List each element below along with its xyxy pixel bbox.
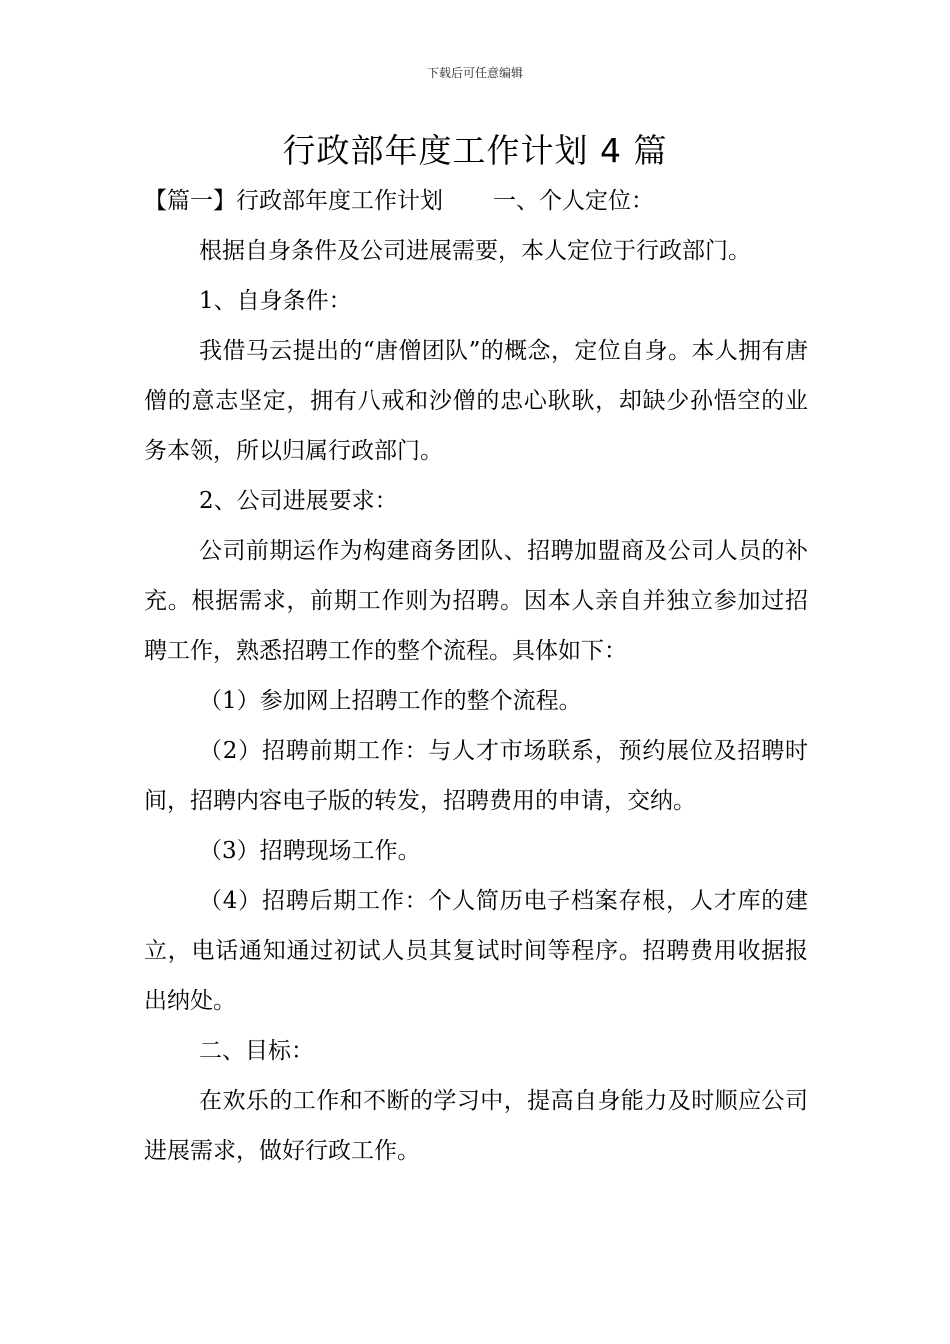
heading-self-conditions: 1、自身条件：	[199, 288, 352, 314]
list-item-4: （4）招聘后期工作：个人简历电子档案存根，人才库的建立，电话通知通过初试人员其复试时间等程序。招聘费用收据报出纳处。	[144, 888, 808, 1014]
heading-goals: 二、目标：	[199, 1038, 314, 1064]
document-body	[144, 176, 808, 1176]
list-item-2: （2）招聘前期工作：与人才市场联系，预约展位及招聘时间，招聘内容电子版的转发，招聘费用的申请，交纳。	[144, 738, 808, 814]
paragraph-positioning: 根据自身条件及公司进展需要，本人定位于行政部门。	[199, 238, 751, 264]
page-header-note: 下载后可任意编辑	[426, 66, 523, 80]
section-intro-left: 【篇一】行政部年度工作计划	[144, 188, 443, 214]
paragraph-company-requirements: 公司前期运作为构建商务团队、招聘加盟商及公司人员的补充。根据需求，前期工作则为招聘。因本人亲自并独立参加过招聘工作，熟悉招聘工作的整个流程。具体如下：	[144, 538, 808, 664]
document-title: 行政部年度工作计划 4 篇	[282, 131, 668, 170]
paragraph-self-conditions: 我借马云提出的“唐僧团队”的概念，定位自身。本人拥有唐僧的意志坚定，拥有八戒和沙僧的忠心耿耿，却缺少孙悟空的业务本领，所以归属行政部门。	[144, 338, 808, 464]
list-item-3: （3）招聘现场工作。	[199, 838, 421, 864]
section-intro-right: 一、个人定位：	[493, 188, 654, 214]
heading-company-requirements: 2、公司进展要求：	[199, 488, 398, 514]
paragraph-goals: 在欢乐的工作和不断的学习中，提高自身能力及时顺应公司进展需求，做好行政工作。	[144, 1088, 808, 1164]
section-intro-line	[144, 176, 808, 226]
list-item-1: （1）参加网上招聘工作的整个流程。	[199, 688, 582, 714]
